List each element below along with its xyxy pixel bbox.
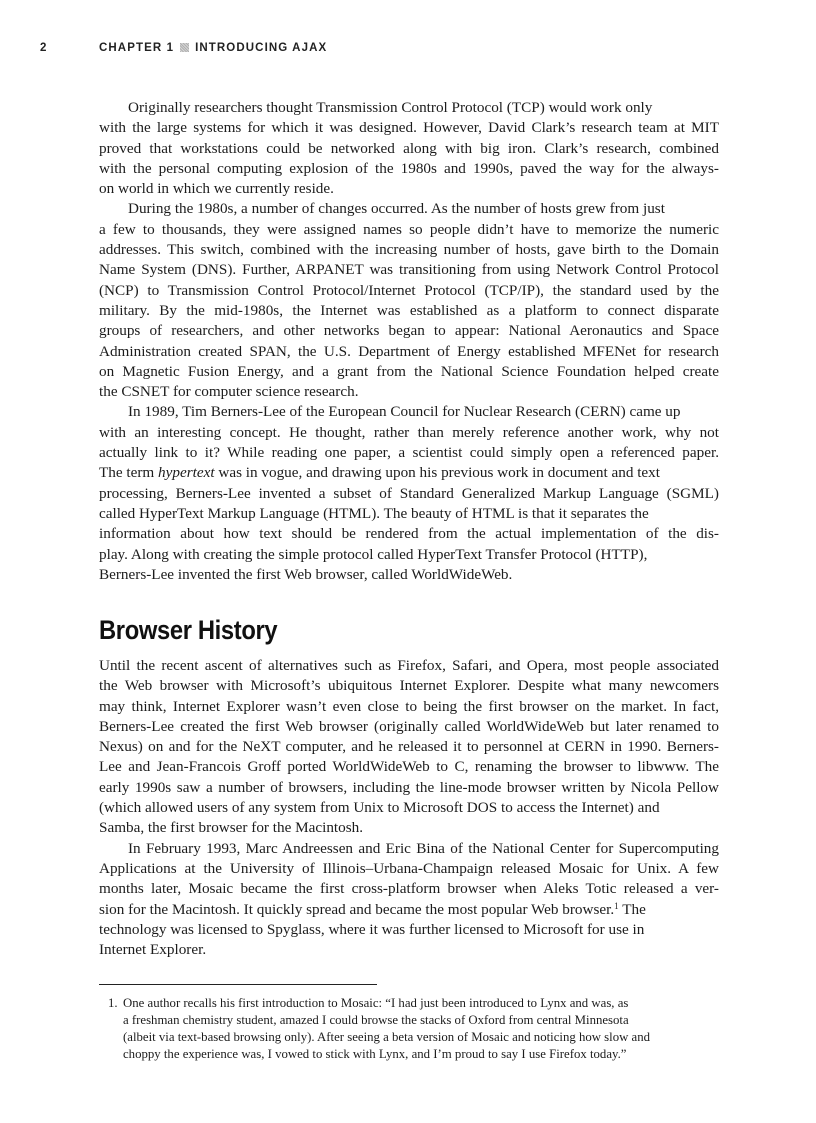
text-line: (albeit via text-based browsing only). After seeing a beta version of Mosaic and noticing how slow and xyxy=(123,1029,651,1044)
page-number: 2 xyxy=(40,42,48,54)
text-line: the CSNET for computer science research. xyxy=(99,383,359,401)
text-line: proved that workstations could be networked along with big iron. Clark’s research, combined xyxy=(99,139,719,157)
text-line: Berners-Lee created the first Web browser (originally called WorldWideWeb but later renamed to xyxy=(99,717,719,735)
text-line: choppy the experience was, I vowed to stick with Lynx, and I’m proud to say I use Firefox today.” xyxy=(123,1046,627,1061)
text-line xyxy=(99,900,719,920)
text-line: with an interesting concept. He thought, rather than merely reference another work, why not xyxy=(99,423,719,441)
text-line: In 1989, Tim Berners-Lee of the European Council for Nuclear Research (CERN) came up xyxy=(128,403,681,421)
text-line: information about how text should be rendered from the actual implementation of the dis- xyxy=(99,525,719,543)
text-line: In February 1993, Marc Andreessen and Eric Bina of the National Center for Supercomputing xyxy=(128,839,719,857)
text-line: During the 1980s, a number of changes occurred. As the number of hosts grew from just xyxy=(128,200,665,218)
text-line: Internet Explorer. xyxy=(99,941,207,959)
text-line: a few to thousands, they were assigned names so people didn’t have to memorize the numeric xyxy=(99,220,719,238)
text-line: Samba, the first browser for the Macintosh. xyxy=(99,819,364,837)
text-line: months later, Mosaic became the first cross-platform browser when Aleks Totic released a ver- xyxy=(99,880,719,898)
text-line: on world in which we currently reside. xyxy=(99,180,334,198)
text-line: Lee and Jean-Francois Groff ported WorldWideWeb to C, renaming the browser to libwww. The xyxy=(99,758,719,776)
text-line xyxy=(108,995,720,1012)
emphasis-hypertext: hypertext xyxy=(158,464,215,482)
paragraph xyxy=(99,402,719,585)
text-line: technology was licensed to Spyglass, where it was further licensed to Microsoft for use in xyxy=(99,920,645,938)
text-line: Applications at the University of Illinois–Urbana-Champaign released Mosaic for Unix. A few xyxy=(99,859,719,877)
text-line: with the personal computing explosion of the 1980s and 1990s, paved the way for the always- xyxy=(99,159,719,177)
text-line: Berners-Lee invented the first Web browser, called WorldWideWeb. xyxy=(99,565,513,583)
text-line: may think, Internet Explorer wasn’t even close to being the first browser on the market. In fact, xyxy=(99,697,719,715)
text-segment: The term xyxy=(99,464,159,482)
running-head xyxy=(0,42,816,60)
text-line: Originally researchers thought Transmission Control Protocol (TCP) would work only xyxy=(128,99,653,116)
footnote-divider xyxy=(99,984,377,985)
text-line: play. Along with creating the simple protocol called HyperText Transfer Protocol (HTTP), xyxy=(99,545,648,563)
text-line: (which allowed users of any system from Unix to Microsoft DOS to access the Internet) and xyxy=(99,799,660,817)
text-line: called HyperText Markup Language (HTML). The beauty of HTML is that it separates the xyxy=(99,504,649,522)
chapter-title: INTRODUCING AJAX xyxy=(195,42,328,54)
text-line: Nexus) on and for the NeXT computer, and he released it to personnel at CERN in 1990. Berners- xyxy=(99,738,719,756)
text-line: on Magnetic Fusion Energy, and a grant from the National Science Foundation helped create xyxy=(99,362,719,380)
footnotes xyxy=(108,995,720,1063)
text-segment: was in vogue, and drawing upon his previous work in document and text xyxy=(214,464,660,482)
text-line: Administration created SPAN, the U.S. Department of Energy established MFENet for research xyxy=(99,342,719,360)
paragraph xyxy=(99,98,719,199)
paragraph xyxy=(99,199,719,402)
chapter-header xyxy=(99,42,327,54)
text-line: addresses. This switch, combined with the increasing number of hosts, gave birth to the Domain xyxy=(99,241,719,259)
text-segment: sion for the Macintosh. It quickly spread and became the most popular Web browser. xyxy=(99,900,615,918)
chapter-label: CHAPTER 1 xyxy=(99,42,175,54)
paragraph xyxy=(99,839,719,961)
text-segment: The xyxy=(618,900,646,918)
section-heading: Browser History xyxy=(99,615,278,645)
text-line: military. By the mid-1980s, the Internet was established as a platform to connect disparate xyxy=(99,301,719,319)
text-line: the Web browser with Microsoft’s ubiquitous Internet Explorer. Despite what many newcomers xyxy=(99,677,719,695)
text-line: early 1990s saw a number of browsers, including the line-mode browser written by Nicola Pellow xyxy=(99,778,719,796)
gray-square-icon xyxy=(180,43,189,52)
footnote-reference[interactable]: 1 xyxy=(614,900,619,911)
body-text-browser-history xyxy=(99,656,719,960)
text-line: processing, Berners-Lee invented a subset of Standard Generalized Markup Language (SGML) xyxy=(99,484,719,502)
text-line: Name System (DNS). Further, ARPANET was transitioning from using Network Control Protocol xyxy=(99,261,719,279)
footnote-number: 1. xyxy=(108,996,118,1010)
text-line: (NCP) to Transmission Control Protocol/Internet Protocol (TCP/IP), the standard used by the xyxy=(99,281,719,299)
text-line xyxy=(99,463,719,483)
body-text-intro xyxy=(99,98,719,585)
text-line: a freshman chemistry student, amazed I could browse the stacks of Oxford from central Minnesota xyxy=(123,1012,629,1027)
text-line: groups of researchers, and other networks began to appear: National Aeronautics and Space xyxy=(99,322,719,340)
text-line: Until the recent ascent of alternatives such as Firefox, Safari, and Opera, most people associated xyxy=(99,657,719,674)
footnote xyxy=(108,995,720,1063)
text-line: actually link to it? While reading one paper, a scientist could simply open a referenced paper. xyxy=(99,444,719,462)
text-line: with the large systems for which it was designed. However, David Clark’s research team at MIT xyxy=(99,119,719,137)
text-segment: One author recalls his first introduction to Mosaic: “I had just been introduced to Lynx and was, as xyxy=(123,996,629,1010)
paragraph xyxy=(99,656,719,839)
